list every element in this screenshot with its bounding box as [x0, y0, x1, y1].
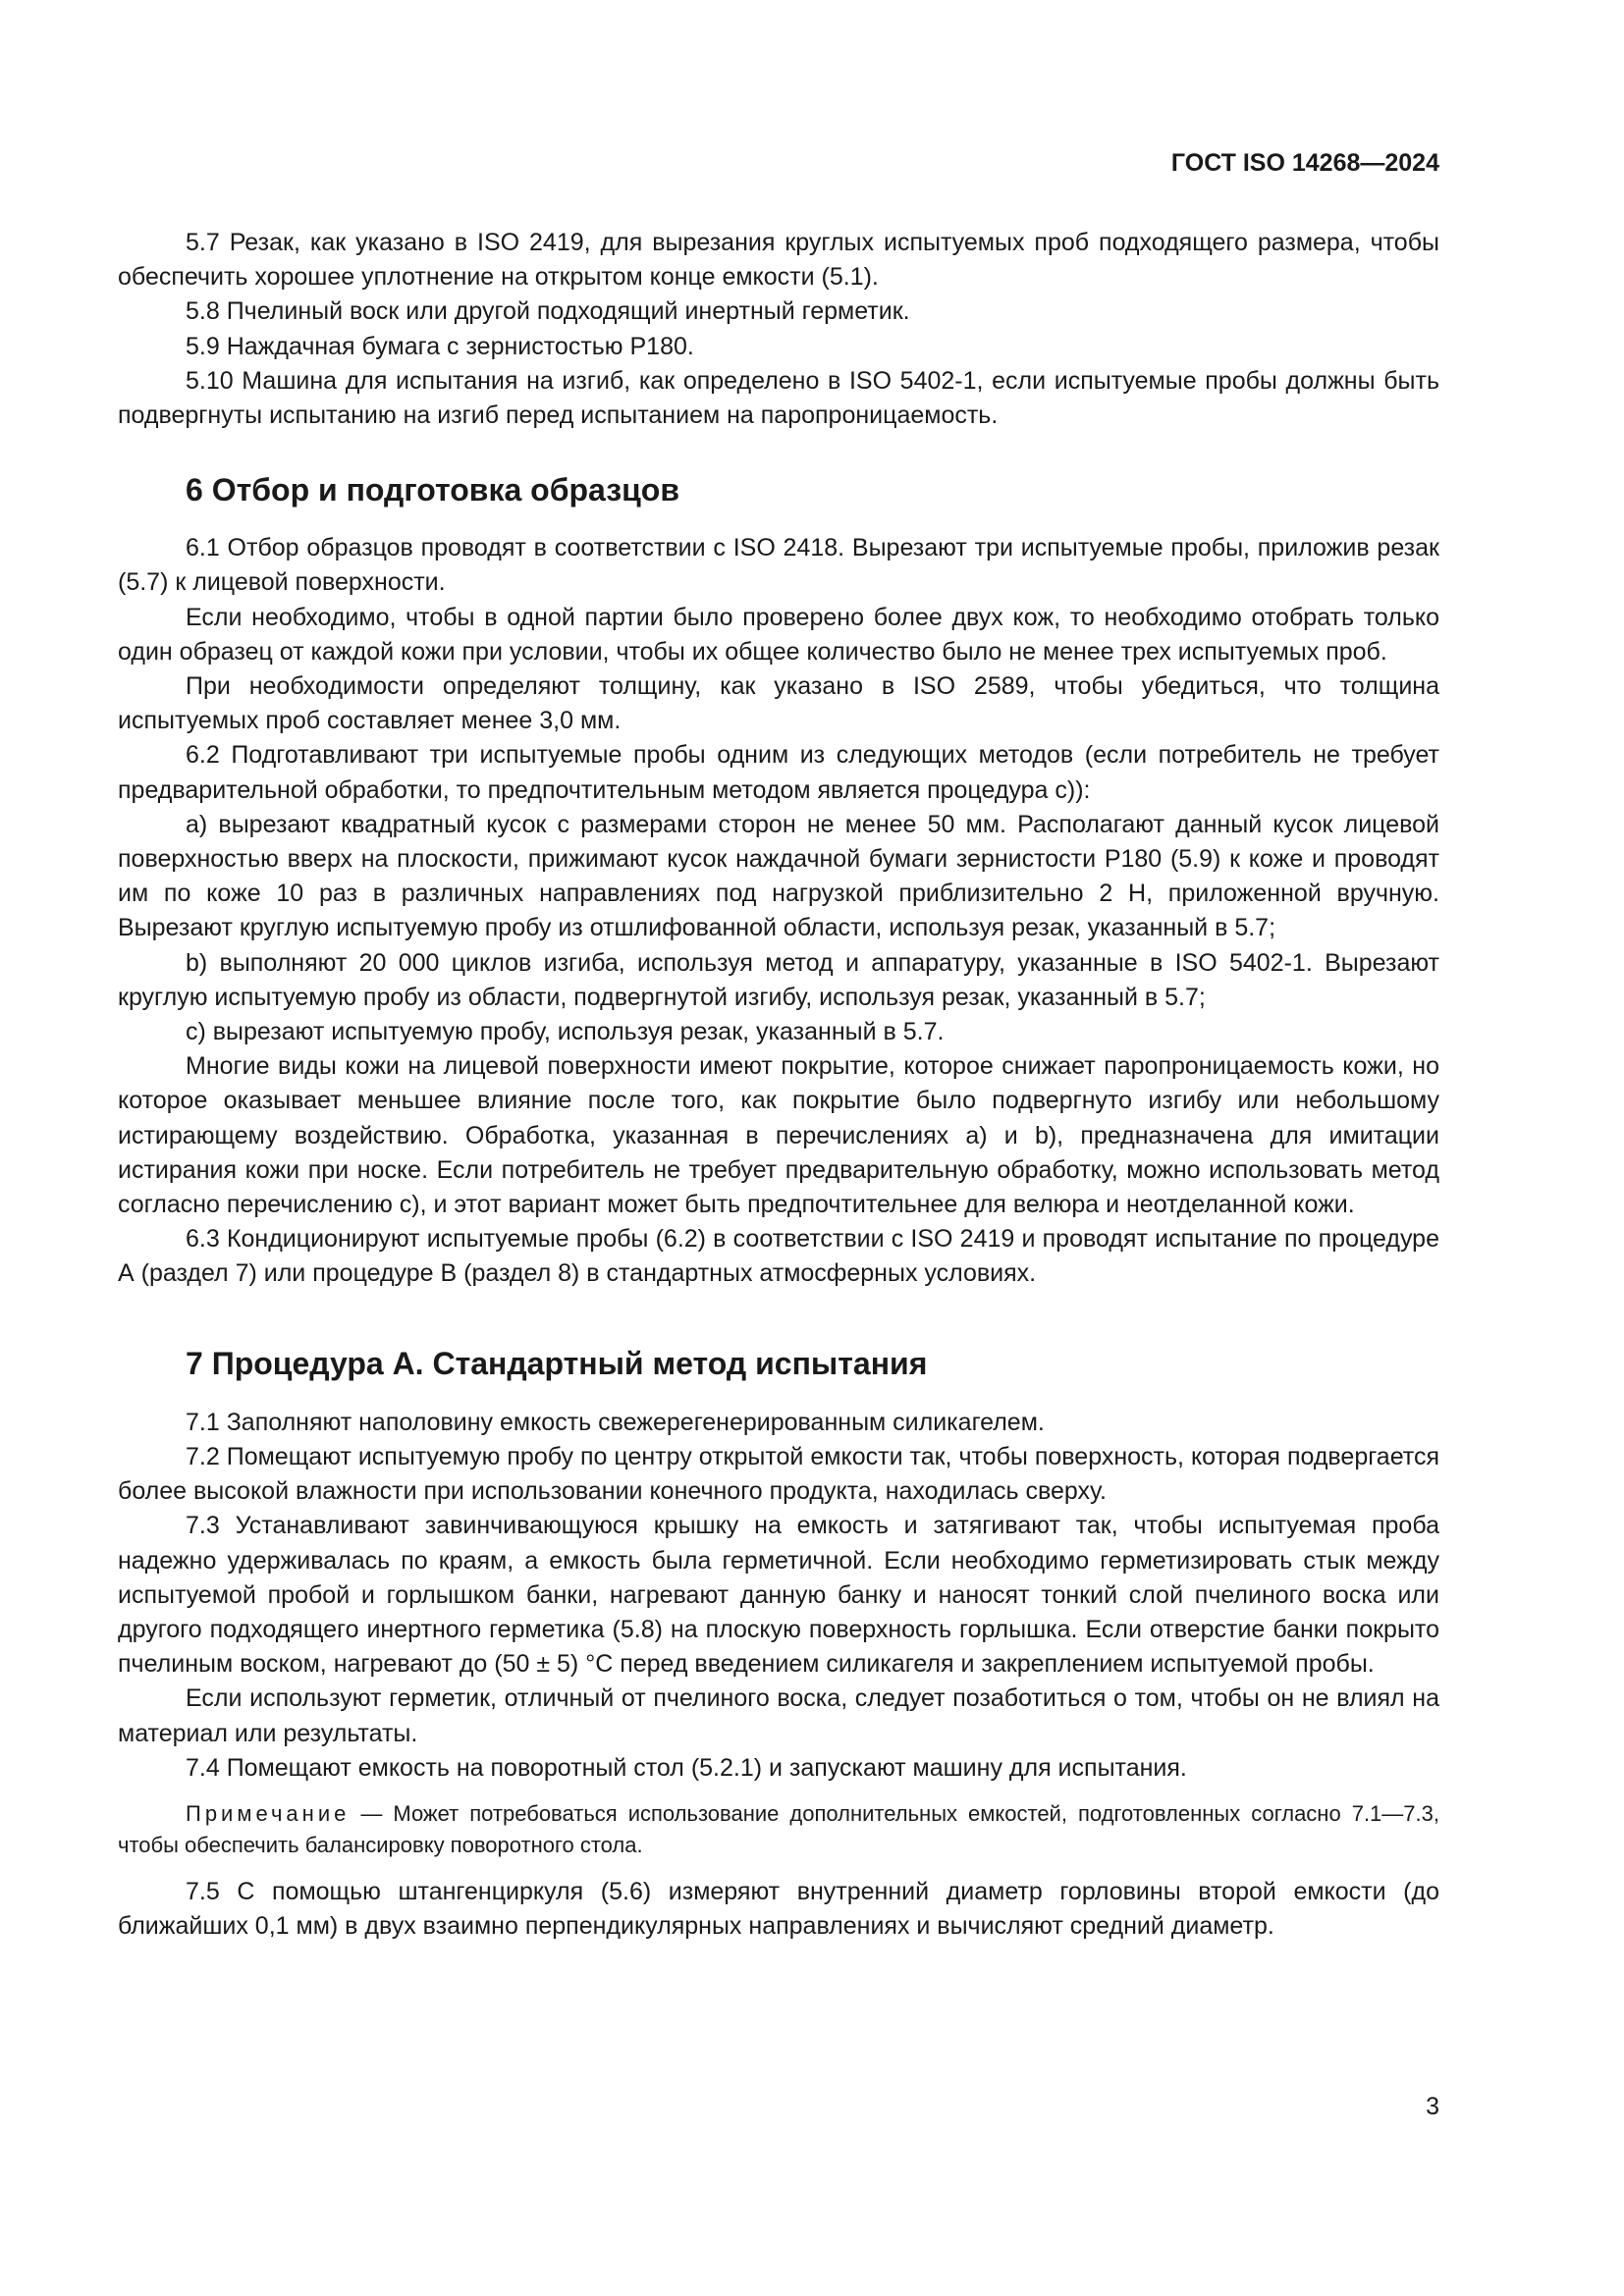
clause-6-1: 6.1 Отбор образцов проводят в соответствии с ISO 2418. Вырезают три испытуемые пробы, приложив резак (5.7) к лицевой поверхности.: [118, 534, 1439, 597]
clause-7-3-paragraph-2: Если используют герметик, отличный от пчелиного воска, следует позаботиться о том, чтобы он не влиял на материал или результаты.: [118, 1684, 1439, 1747]
clause-7-2: 7.2 Помещают испытуемую пробу по центру открытой емкости так, чтобы поверхность, которая подвергается более высокой влажности при использовании конечного продукта, находилась сверху.: [118, 1442, 1439, 1506]
clause-6-2: 6.2 Подготавливают три испытуемые пробы одним из следующих методов (если потребитель не требует предварительной обработки, то предпочтительным методом является процедура с)):: [118, 741, 1439, 804]
clause-5-8: 5.8 Пчелиный воск или другой подходящий инертный герметик.: [186, 297, 910, 326]
clause-5-10: 5.10 Машина для испытания на изгиб, как определено в ISO 5402-1, если испытуемые пробы должны быть подвергнуты испытанию на изгиб перед испытанием на паропроницаемость.: [118, 366, 1439, 430]
clause-6-1-paragraph-2: Если необходимо, чтобы в одной партии было проверено более двух кож, то необходимо отобрать только один образец от каждой кожи при условии, чтобы их общее количество было не менее трех испытуемых проб.: [118, 603, 1439, 666]
clause-6-2-paragraph: Многие виды кожи на лицевой поверхности имеют покрытие, которое снижает паропроницаемость кожи, но которое оказывает меньшее влияние после того, как покрытие было подвергнуто изгибу или небольшому истирающему воздействию. Обработка, указанная в перечислениях а) и b), предназначена для имитации истирания кожи при носке. Если потребитель не требует предварительную обработку, можно использовать метод согласно перечислению с), и этот вариант может быть предпочтительнее для велюра и неотделанной кожи.: [118, 1052, 1439, 1219]
note: [118, 1798, 1439, 1861]
page-number: 3: [1426, 2093, 1439, 2120]
clause-7-4: 7.4 Помещают емкость на поворотный стол (5.2.1) и запускают машину для испытания.: [186, 1753, 1187, 1782]
clause-6-2-item-a: а) вырезают квадратный кусок с размерами сторон не менее 50 мм. Располагают данный кусок лицевой поверхностью вверх на плоскости, прижимают кусок наждачной бумаги зернистости Р180 (5.9) к коже и проводят им по коже 10 раз в различных направлениях под нагрузкой приблизительно 2 Н, приложенной вручную. Вырезают круглую испытуемую пробу из отшлифованной области, используя резак, указанный в 5.7;: [118, 810, 1439, 942]
document-body: [118, 226, 1439, 1944]
note-text: — Может потребоваться использование дополнительных емкостей, подготовленных согласно 7.1—7.3, чтобы обеспечить балансировку поворотного стола.: [118, 1800, 1439, 1857]
clause-6-2-item-b: b) выполняют 20 000 циклов изгиба, используя метод и аппаратуру, указанные в ISO 5402-1. Вырезают круглую испытуемую пробу из области, подвергнутой изгибу, используя резак, указанный в 5.7;: [118, 948, 1439, 1011]
clause-7-3: 7.3 Устанавливают завинчивающуюся крышку на емкость и затягивают так, чтобы испытуемая проба надежно удерживалась по краям, а емкость была герметичной. Если необходимо герметизировать стык между испытуемой пробой и горлышком банки, нагревают данную банку и наносят тонкий слой пчелиного воска или другого подходящего инертного герметика (5.8) на плоскую поверхность горлышка. Если отверстие банки покрыто пчелиным воском, нагревают до (50 ± 5) °С перед введением силикагеля и закреплением испытуемой пробы.: [118, 1512, 1439, 1679]
clause-6-1-paragraph-3: При необходимости определяют толщину, как указано в ISO 2589, чтобы убедиться, что толщина испытуемых проб составляет менее 3,0 мм.: [118, 672, 1439, 735]
note-label: Примечание: [186, 1800, 351, 1826]
clause-7-5: 7.5 С помощью штангенциркуля (5.6) измеряют внутренний диаметр горловины второй емкости (до ближайших 0,1 мм) в двух взаимно перпендикулярных направлениях и вычисляют средний диаметр.: [118, 1877, 1439, 1941]
section-7-heading: 7 Процедура А. Стандартный метод испытания: [186, 1345, 928, 1381]
clause-5-7: 5.7 Резак, как указано в ISO 2419, для вырезания круглых испытуемых проб подходящего размера, чтобы обеспечить хорошее уплотнение на открытом конце емкости (5.1).: [118, 229, 1439, 292]
document-number-header: ГОСТ ISO 14268—2024: [1170, 149, 1439, 177]
clause-5-9: 5.9 Наждачная бумага с зернистостью Р180.: [186, 332, 694, 360]
clause-7-1: 7.1 Заполняют наполовину емкость свежерегенерированным силикагелем.: [186, 1408, 1045, 1436]
clause-6-3: 6.3 Кондиционируют испытуемые пробы (6.2) в соответствии с ISO 2419 и проводят испытание по процедуре А (раздел 7) или процедуре В (раздел 8) в стандартных атмосферных условиях.: [118, 1225, 1439, 1288]
clause-6-2-item-c: с) вырезают испытуемую пробу, используя резак, указанный в 5.7.: [186, 1018, 945, 1046]
section-6-heading: 6 Отбор и подготовка образцов: [186, 472, 679, 508]
